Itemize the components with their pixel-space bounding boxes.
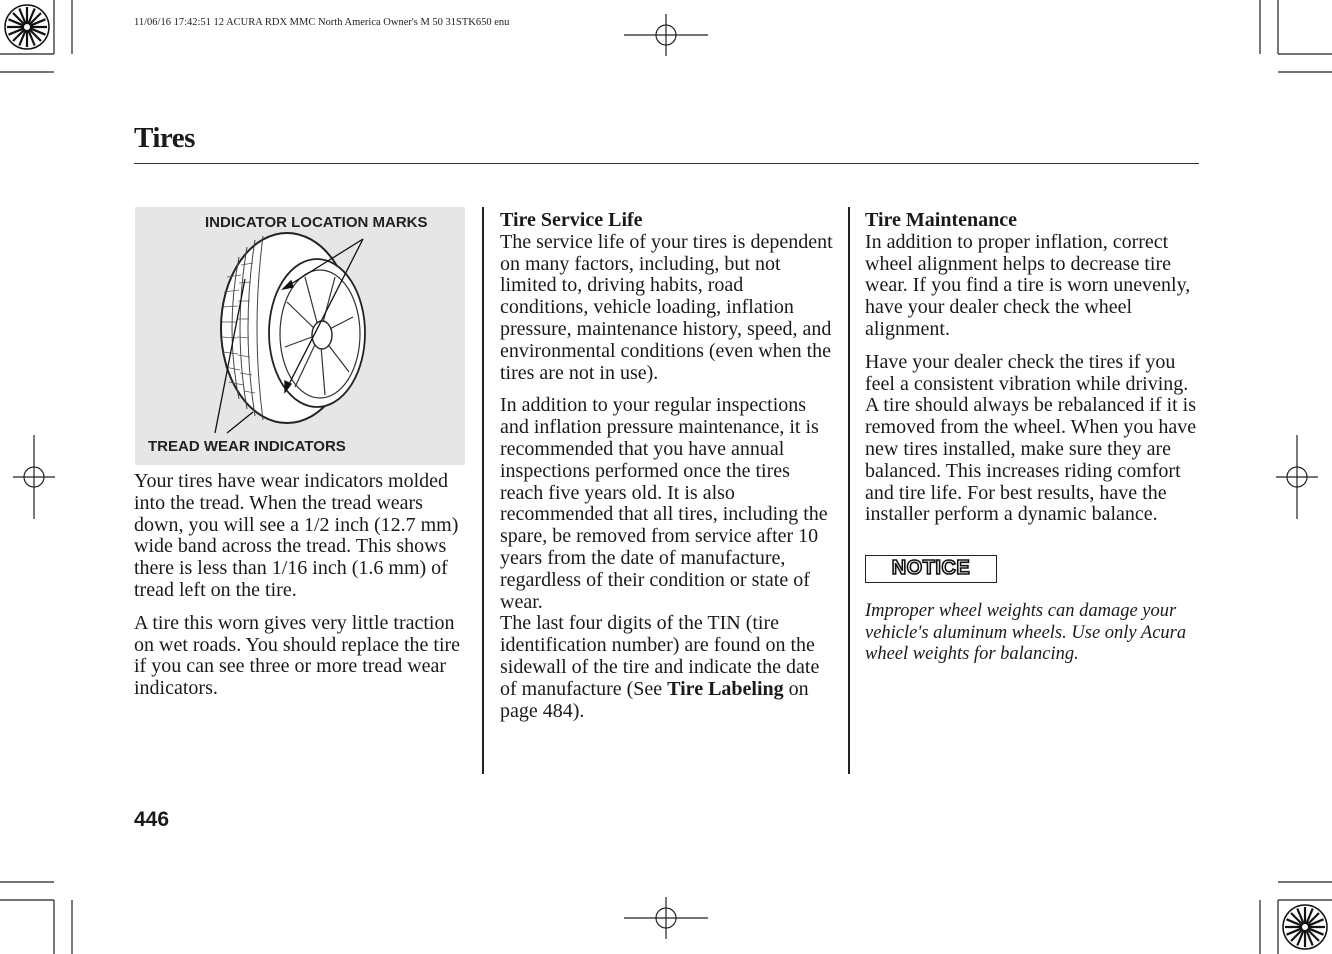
tire-diagram-icon xyxy=(135,207,465,465)
title-rule xyxy=(134,163,1199,164)
crosshair-icon-right xyxy=(1276,435,1318,519)
page-title: Tires xyxy=(134,122,195,154)
starburst-icon-bottom-right xyxy=(1283,905,1327,949)
column-tire-service-life xyxy=(500,210,835,733)
paragraph: A tire this worn gives very little traction on wet roads. You should replace the tire if you can see three or more tread wear indicators. xyxy=(134,611,461,700)
section-heading-tire-maintenance: Tire Maintenance xyxy=(865,209,1018,231)
tin-text-end: on page 484). xyxy=(500,677,809,722)
section-heading-tire-service-life: Tire Service Life xyxy=(500,209,643,231)
paragraph: In addition to your regular inspections and inflation pressure maintenance, it is recommended that you have annual inspections performed once the tires reach five years old. It is also recommended that all tires, including the spare, be removed from service after 10 years from the date of manufacture, regardless of their condition or state of wear. xyxy=(500,394,828,613)
crop-mark-top-right xyxy=(1260,0,1332,72)
paragraph: In addition to proper inflation, correct wheel alignment helps to decrease tire wear. If you find a tire is worn unevenly, have your dealer check the wheel alignment. xyxy=(865,230,1191,340)
page-number: 446 xyxy=(134,808,170,831)
tire-labeling-reference: Tire Labeling xyxy=(667,677,784,700)
tin-text: The last four digits of the TIN (tire identification number) are found on the sidewall of the tire and indicate the date of manufacture (See xyxy=(500,612,820,700)
paragraph: The service life of your tires is dependent on many factors, including, but not limited to, driving habits, road conditions, vehicle loading, inflation pressure, maintenance history, speed, and environmental conditions (even when the tires are not in use). xyxy=(500,230,833,384)
column-tire-maintenance xyxy=(865,210,1205,677)
column-divider-2 xyxy=(848,207,850,774)
notice-text: Improper wheel weights can damage your vehicle's aluminum wheels. Use only Acura wheel weights for balancing. xyxy=(865,600,1187,665)
starburst-icon-top-left xyxy=(5,5,49,49)
crosshair-icon-top xyxy=(624,14,708,56)
paragraph: Have your dealer check the tires if you feel a consistent vibration while driving. A tire should always be rebalanced if it is removed from the wheel. When you have new tires installed, make sure they are balanced. This increases riding comfort and tire life. For best results, have the installer perform a dynamic balance. xyxy=(865,350,1197,526)
crosshair-icon-bottom xyxy=(624,897,708,939)
paragraph: Your tires have wear indicators molded into the tread. When the tread wears down, you will see a 1/2 inch (12.7 mm) wide band across the tread. This shows there is less than 1/16 inch (1.6 mm) of tread left on the tire. xyxy=(134,470,459,601)
crosshair-icon-left xyxy=(13,435,55,519)
indicator-location-marks-label: INDICATOR LOCATION MARKS xyxy=(205,214,428,231)
print-header: 11/06/16 17:42:51 12 ACURA RDX MMC North America Owner's M 50 31STK650 enu xyxy=(134,17,510,28)
column-divider-1 xyxy=(482,207,484,774)
crop-mark-bottom-left xyxy=(0,882,72,954)
paragraph-tin xyxy=(500,613,835,722)
notice-badge xyxy=(865,555,997,583)
notice-label: NOTICE xyxy=(891,557,971,580)
tread-wear-indicators-label: TREAD WEAR INDICATORS xyxy=(148,438,346,455)
column-wear-indicators xyxy=(134,471,469,711)
tire-figure xyxy=(135,207,465,465)
